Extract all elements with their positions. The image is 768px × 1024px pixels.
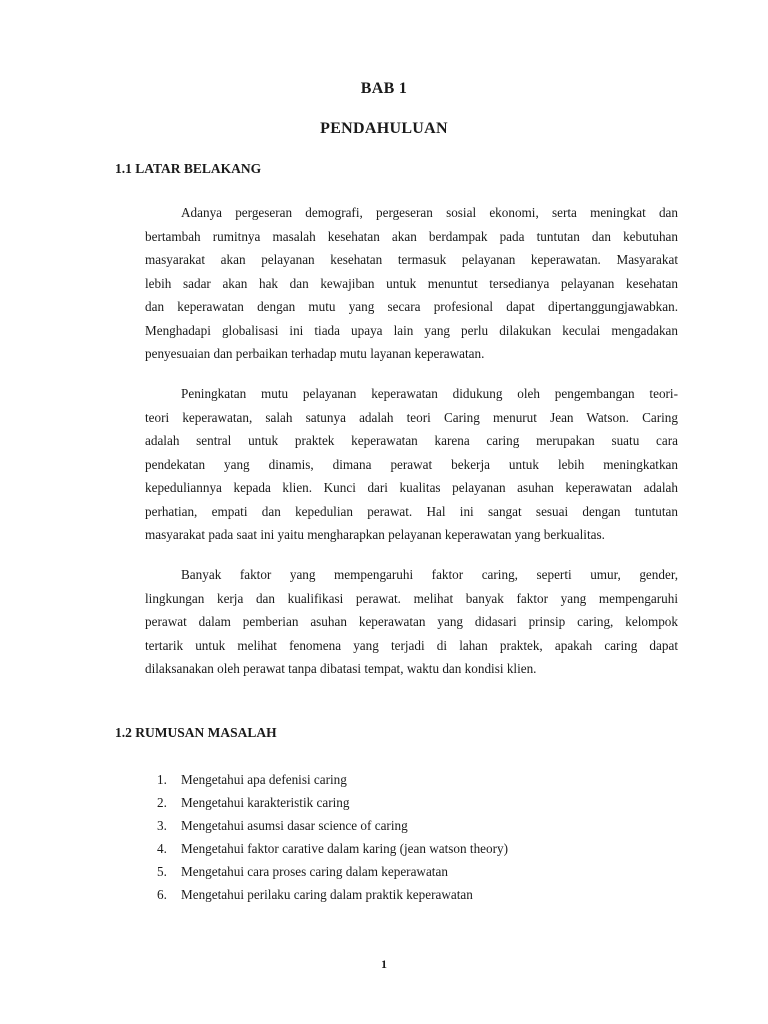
paragraph-line: masyarakat akan pelayanan kesehatan termasuk pelayanan keperawatan. Masyarakat bbox=[145, 252, 678, 267]
list-item bbox=[157, 863, 448, 881]
paragraph-line: tertarik untuk melihat fenomena yang terjadi di lahan praktek, apakah caring dapat bbox=[145, 637, 678, 653]
list-text: Mengetahui faktor carative dalam karing (jean watson theory) bbox=[181, 841, 508, 856]
chapter-title: PENDAHULUAN bbox=[320, 120, 448, 137]
list-text: Mengetahui apa defenisi caring bbox=[181, 772, 347, 787]
chapter-number: BAB 1 bbox=[360, 80, 408, 97]
list-number: 6. bbox=[157, 887, 167, 902]
paragraph-line: Adanya pergeseran demografi, pergeseran sosial ekonomi, serta meningkat dan bbox=[181, 205, 678, 220]
section-heading-rumusan-masalah: 1.2 RUMUSAN MASALAH bbox=[115, 725, 277, 740]
list-item bbox=[157, 886, 473, 904]
paragraph-line: perawat dalam pemberian asuhan keperawatan yang didasari prinsip caring, kelompok bbox=[145, 614, 678, 629]
paragraph-line: adalah sentral untuk praktek keperawatan karena caring merupakan suatu cara bbox=[145, 433, 678, 448]
list-item bbox=[157, 840, 508, 858]
paragraph-line: masyarakat pada saat ini yaitu mengharapkan pelayanan keperawatan yang berkualitas. bbox=[145, 527, 605, 542]
paragraph-line: kepeduliannya kepada klien. Kunci dari kualitas pelayanan asuhan keperawatan adalah bbox=[145, 480, 678, 495]
paragraph-line: Menghadapi globalisasi ini tiada upaya lain yang perlu dilakukan keculai mengadakan bbox=[145, 322, 678, 338]
list-text: Mengetahui asumsi dasar science of caring bbox=[181, 818, 408, 833]
paragraph-line: dan keperawatan dengan mutu yang secara profesional dapat dipertanggungjawabkan. bbox=[145, 299, 678, 314]
list-number: 4. bbox=[157, 841, 167, 856]
list-text: Mengetahui karakteristik caring bbox=[181, 795, 350, 810]
list-text: Mengetahui cara proses caring dalam keperawatan bbox=[181, 864, 448, 879]
paragraph-line: lingkungan kerja dan kualifikasi perawat. melihat banyak faktor yang mempengaruhi bbox=[145, 590, 678, 606]
list-number: 2. bbox=[157, 795, 167, 810]
page-number: 1 bbox=[381, 957, 387, 971]
paragraph-line: pendekatan yang dinamis, dimana perawat bekerja untuk lebih meningkatkan bbox=[145, 456, 678, 472]
section-heading-latar-belakang: 1.1 LATAR BELAKANG bbox=[115, 161, 262, 176]
paragraph-line: bertambah rumitnya masalah kesehatan akan berdampak pada tuntutan dan kebutuhan bbox=[145, 228, 678, 244]
list-text: Mengetahui perilaku caring dalam praktik keperawatan bbox=[181, 887, 473, 902]
paragraph-line: dilaksanakan oleh perawat tanpa dibatasi tempat, waktu dan kondisi klien. bbox=[145, 661, 537, 676]
paragraph-line: Banyak faktor yang mempengaruhi faktor caring, seperti umur, gender, bbox=[181, 567, 678, 582]
list-number: 5. bbox=[157, 864, 167, 879]
list-number: 3. bbox=[157, 818, 167, 833]
list-item bbox=[157, 817, 408, 835]
paragraph-line: penyesuaian dan perbaikan terhadap mutu layanan keperawatan. bbox=[145, 346, 485, 361]
list-item bbox=[157, 771, 347, 789]
paragraph-line: Peningkatan mutu pelayanan keperawatan didukung oleh pengembangan teori- bbox=[181, 386, 678, 401]
paragraph-line: teori keperawatan, salah satunya adalah teori Caring menurut Jean Watson. Caring bbox=[145, 409, 678, 425]
list-number: 1. bbox=[157, 772, 167, 787]
list-item bbox=[157, 794, 349, 812]
paragraph-line: lebih sadar akan hak dan kewajiban untuk menuntut tersedianya pelayanan kesehatan bbox=[145, 275, 678, 291]
paragraph-line: perhatian, empati dan kepedulian perawat. Hal ini sangat sesuai dengan tuntutan bbox=[145, 503, 678, 519]
